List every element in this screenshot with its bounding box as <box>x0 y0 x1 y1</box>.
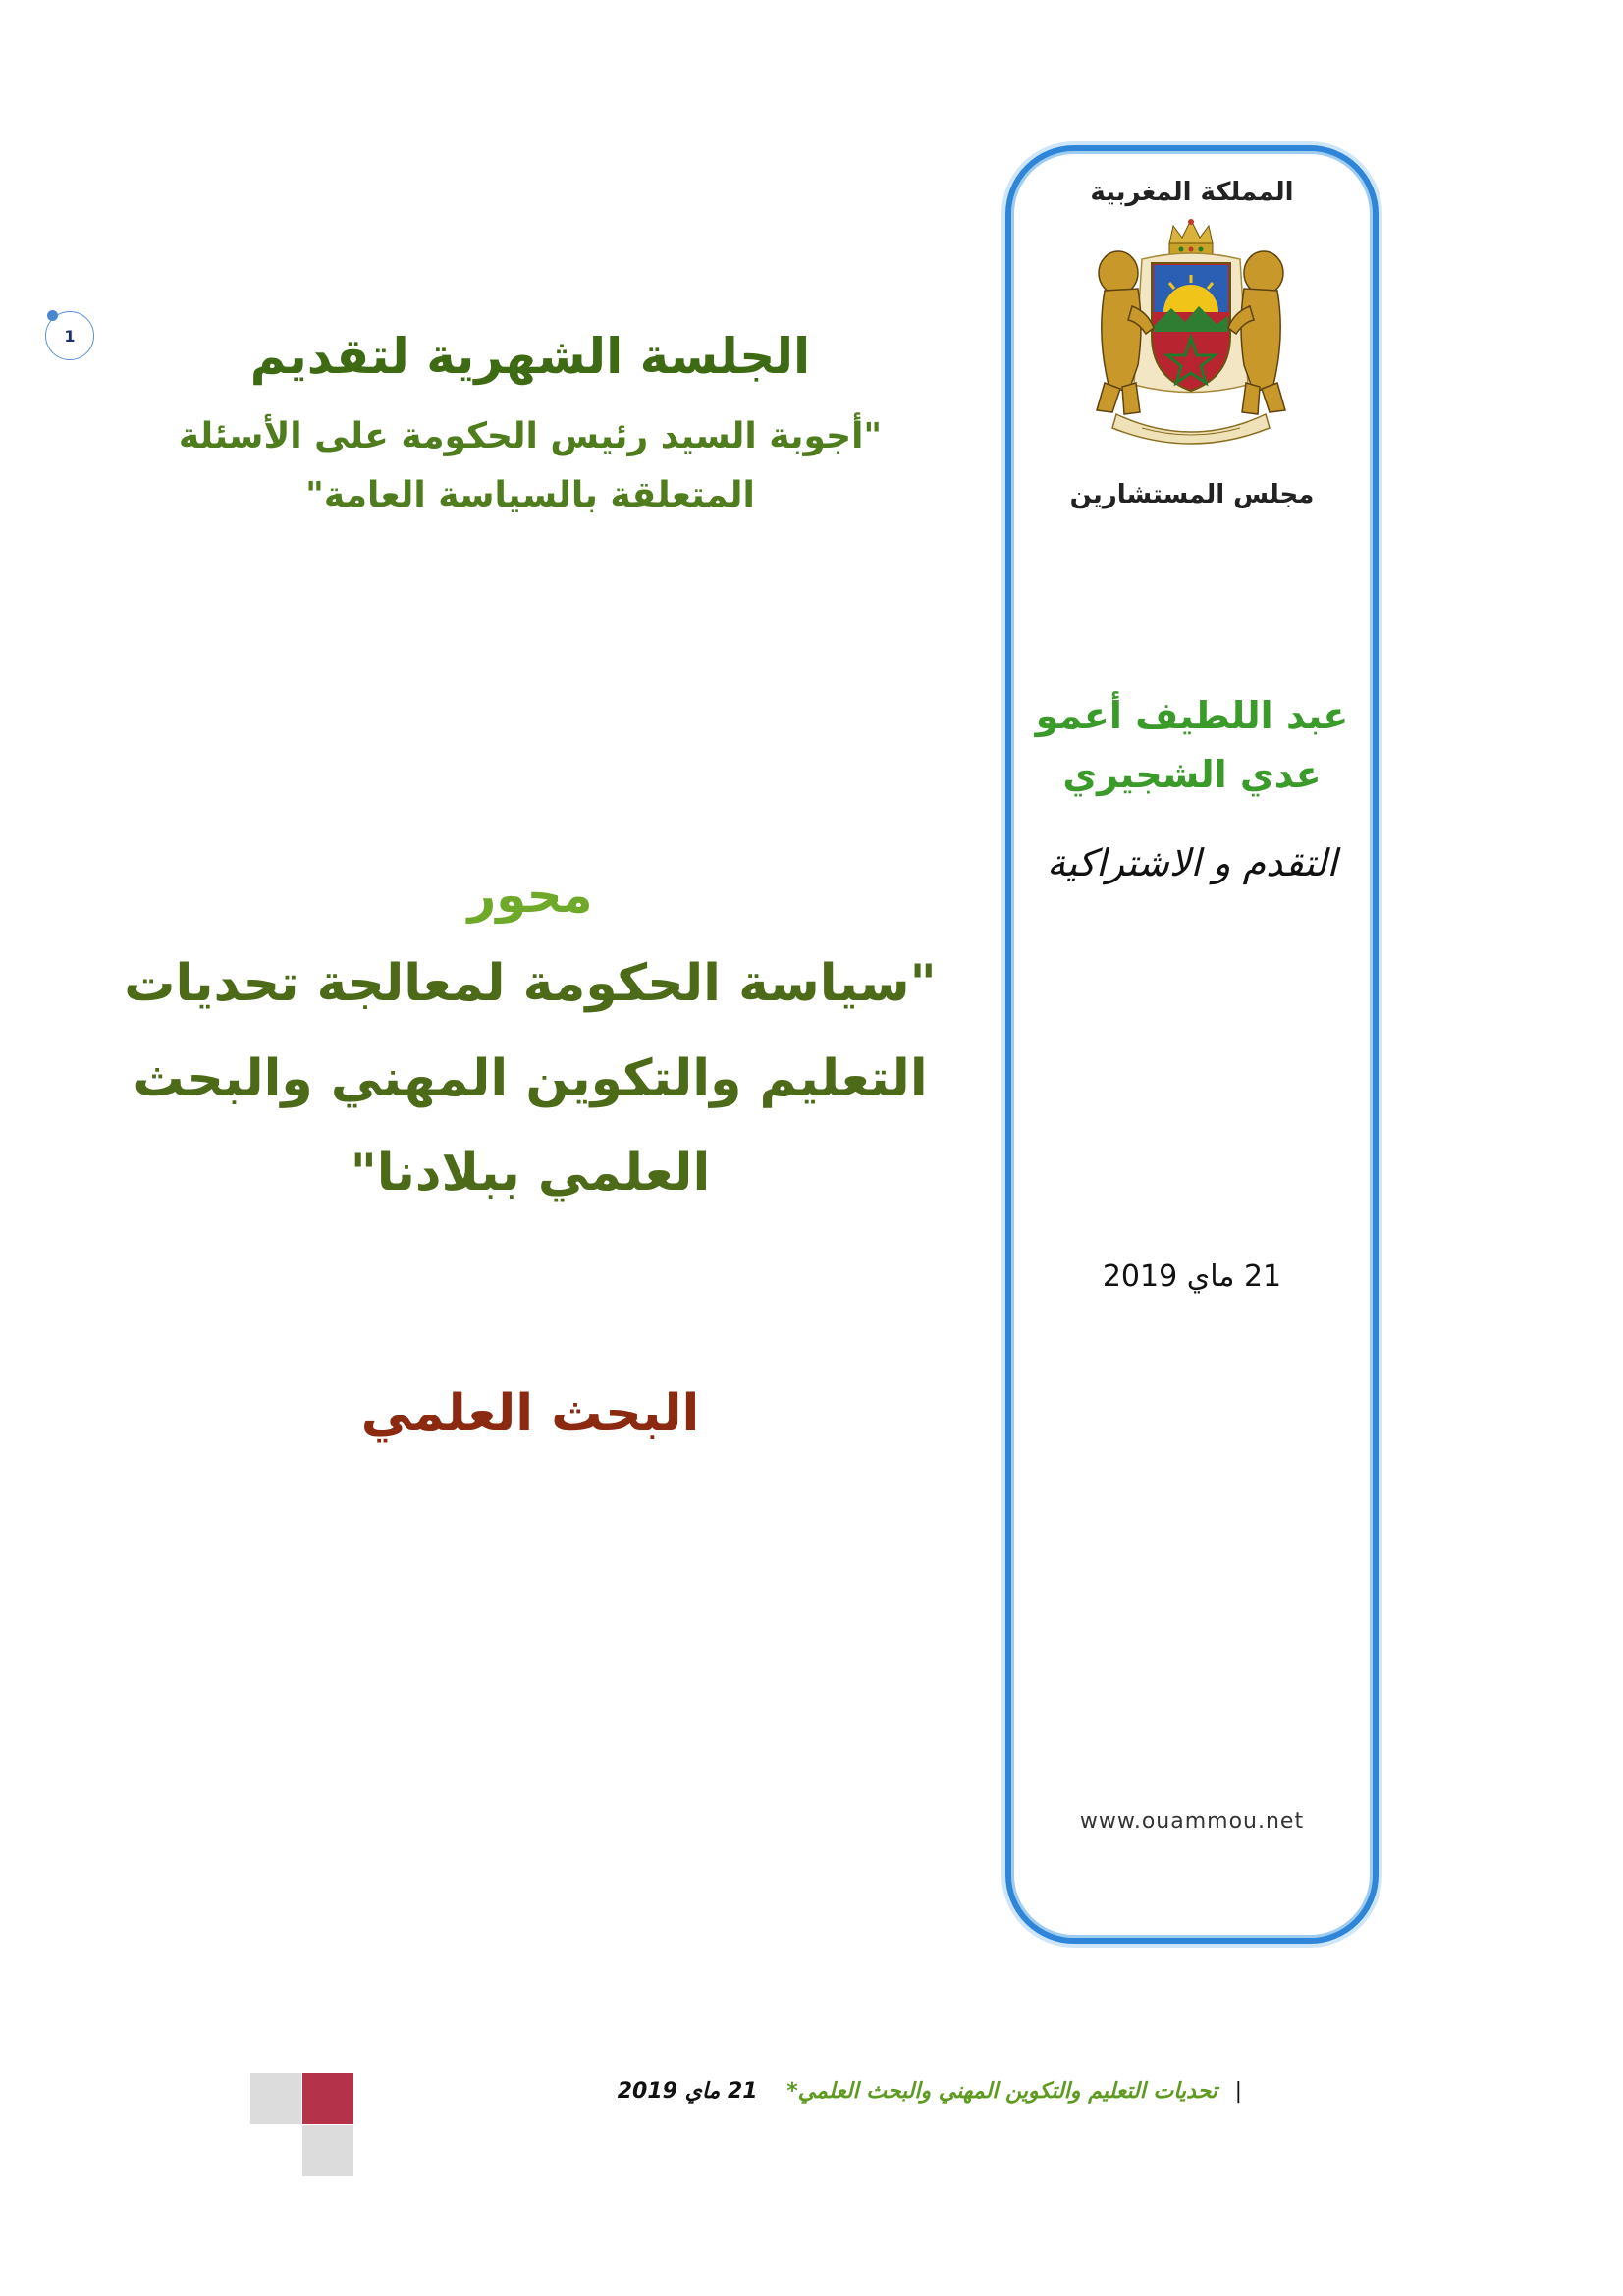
footer-square-gray <box>302 2125 353 2176</box>
website-url: www.ouammou.net <box>1079 1809 1305 1834</box>
session-title: الجلسة الشهرية لتقديم <box>249 328 811 385</box>
author-name-2: عدي الشجيري <box>1062 753 1322 796</box>
footer <box>618 2075 1242 2109</box>
footer-topic: تحديات التعليم والتكوين المهني والبحث العلمي* <box>786 2079 1217 2104</box>
footer-separator: | <box>1234 2079 1242 2104</box>
author-name-1: عبد اللطيف أعمو <box>1035 694 1349 737</box>
axis-title-line1: "سياسة الحكومة لمعالجة تحديات <box>124 954 937 1013</box>
document-date: 21 ماي 2019 <box>1102 1259 1282 1294</box>
session-subtitle-line1: "أجوبة السيد رئيس الحكومة على الأسئلة <box>178 416 883 456</box>
party-name: التقدم و الاشتراكية <box>1047 841 1337 884</box>
page-number-dot <box>47 310 58 321</box>
axis-label: محور <box>467 867 593 924</box>
axis-title-line3: العلمي ببلادنا" <box>350 1144 711 1202</box>
footer-date: 21 ماي 2019 <box>617 2079 758 2104</box>
section-title: البحث العلمي <box>360 1384 700 1443</box>
session-subtitle-line2: المتعلقة بالسياسة العامة" <box>305 475 755 515</box>
institution-name: مجلس المستشارين <box>1069 480 1315 509</box>
coat-of-arms-icon <box>1083 218 1299 450</box>
footer-square-red <box>302 2073 353 2124</box>
page-number: 1 <box>64 326 76 346</box>
country-name: المملكة المغربية <box>1090 178 1294 207</box>
axis-title-line2: التعليم والتكوين المهني والبحث <box>133 1049 928 1108</box>
footer-square-gray <box>250 2073 301 2124</box>
